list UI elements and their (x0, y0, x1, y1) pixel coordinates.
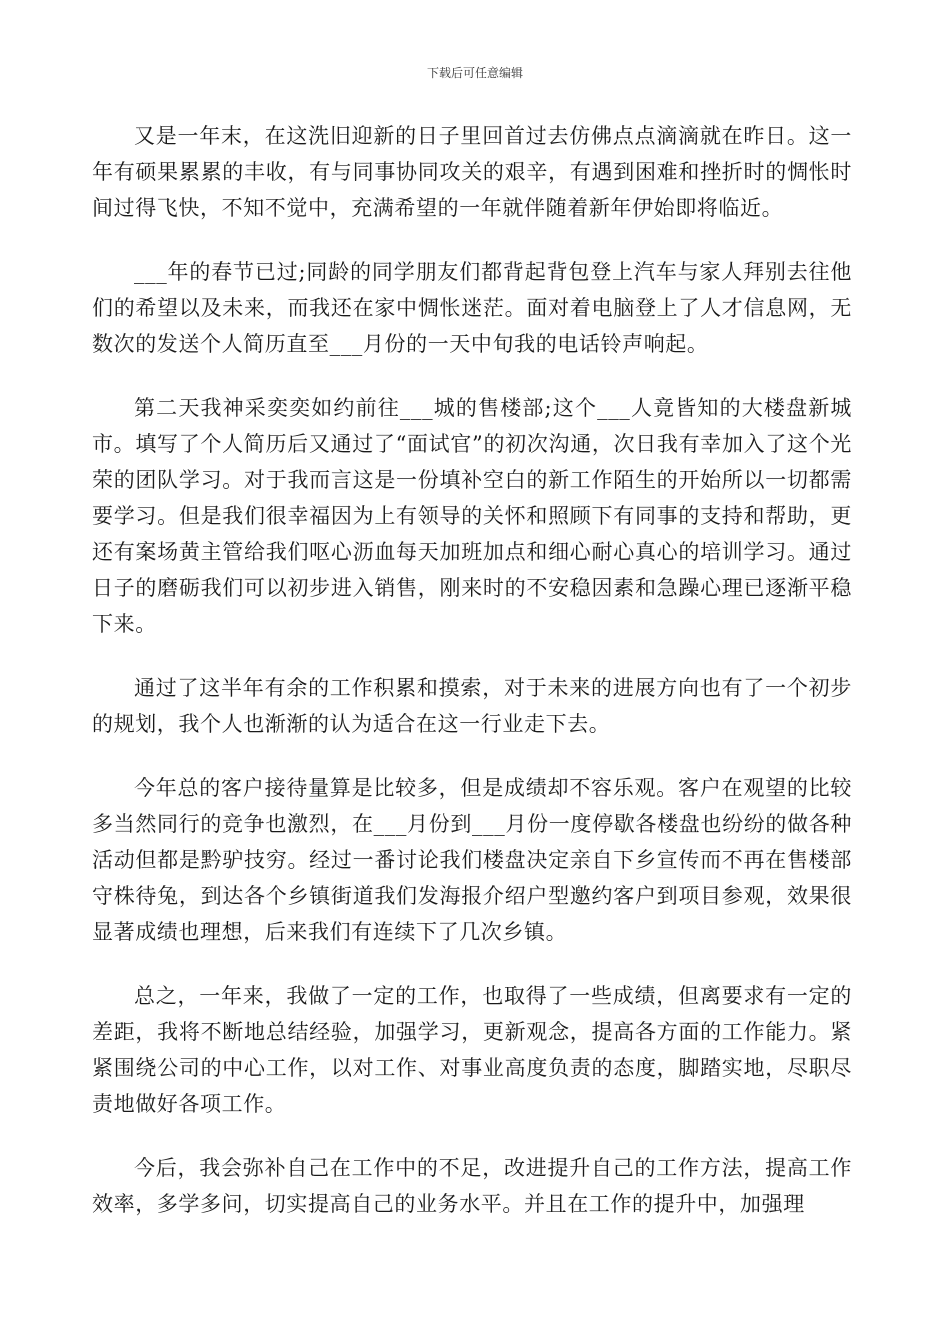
paragraph-5: 今年总的客户接待量算是比较多，但是成绩却不容乐观。客户在观望的比较多当然同行的竞争也激烈，在___月份到___月份一度停歇各楼盘也纷纷的做各种活动但都是黔驴技穷。经过一番讨论我们楼盘决定亲自下乡宣传而不再在售楼部守株待兔，到达各个乡镇街道我们发海报介绍户型邀约客户到项目参观，效果很显著成绩也理想，后来我们有连续下了几次乡镇。 (92, 776, 852, 944)
paragraph-6: 总之，一年来，我做了一定的工作，也取得了一些成绩，但离要求有一定的差距，我将不断地总结经验，加强学习，更新观念，提高各方面的工作能力。紧紧围绕公司的中心工作，以对工作、对事业高度负责的态度，脚踏实地，尽职尽责地做好各项工作。 (92, 984, 852, 1116)
paragraph-4: 通过了这半年有余的工作积累和摸索，对于未来的进展方向也有了一个初步的规划，我个人也渐渐的认为适合在这一行业走下去。 (92, 676, 852, 736)
paragraph-2: ___年的春节已过;同龄的同学朋友们都背起背包登上汽车与家人拜别去往他们的希望以及未来，而我还在家中惆怅迷茫。面对着电脑登上了人才信息网，无数次的发送个人简历直至___月份的一天中旬我的电话铃声响起。 (92, 260, 852, 356)
document-body (92, 118, 852, 1250)
paragraph-3: 第二天我神采奕奕如约前往___城的售楼部;这个___人竟皆知的大楼盘新城市。填写了个人简历后又通过了“面试官”的初次沟通，次日我有幸加入了这个光荣的团队学习。对于我而言这是一份填补空白的新工作陌生的开始所以一切都需要学习。但是我们很幸福因为上有领导的关怀和照顾下有同事的支持和帮助，更还有案场黄主管给我们呕心沥血每天加班加点和细心耐心真心的培训学习。通过日子的磨砺我们可以初步进入销售，刚来时的不安稳因素和急躁心理已逐渐平稳下来。 (92, 396, 852, 636)
page-header: 下载后可任意编辑 (426, 66, 523, 80)
paragraph-7: 今后，我会弥补自己在工作中的不足，改进提升自己的工作方法，提高工作效率，多学多问，切实提高自己的业务水平。并且在工作的提升中，加强理 (92, 1156, 852, 1216)
paragraph-1: 又是一年末，在这洗旧迎新的日子里回首过去仿佛点点滴滴就在昨日。这一年有硕果累累的丰收，有与同事协同攻关的艰辛，有遇到困难和挫折时的惆怅时间过得飞快，不知不觉中，充满希望的一年就伴随着新年伊始即将临近。 (92, 124, 852, 220)
